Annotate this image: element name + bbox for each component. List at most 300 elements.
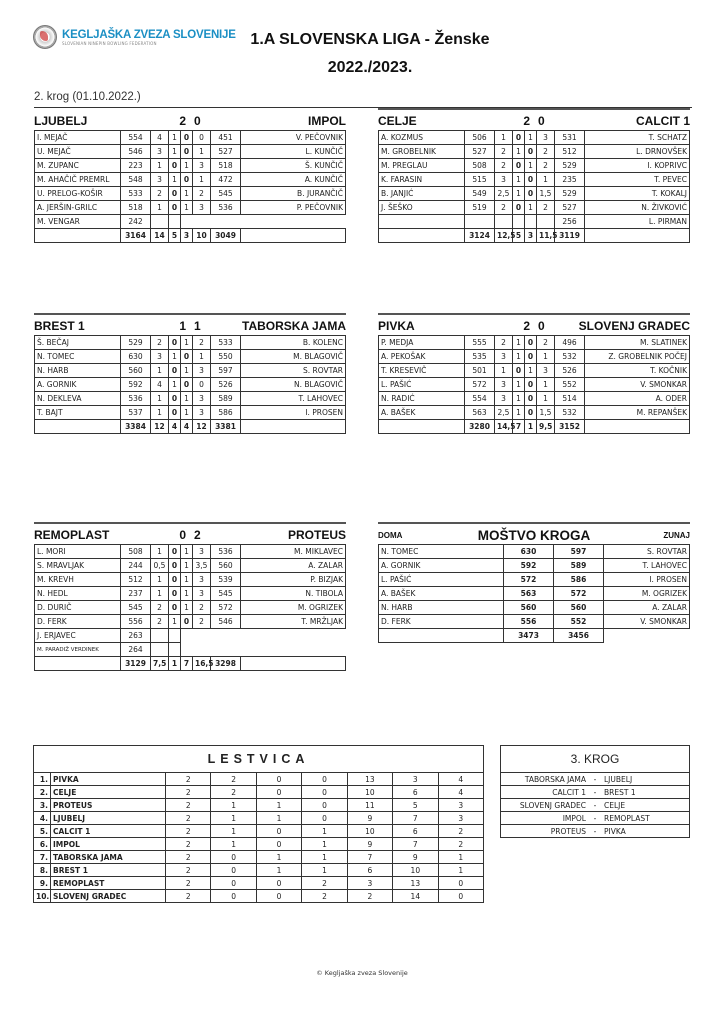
fixture-home: CALCIT 1 [552,787,586,797]
home-set-points: 1 [151,201,169,215]
empty-cell [151,629,169,643]
empty-cell [537,215,555,229]
away-pins: 589 [211,392,241,406]
player-row [35,406,346,420]
total-row [379,229,690,243]
total-row [35,657,346,671]
match-card [378,108,690,243]
home-pins: 508 [465,159,495,173]
org-subtitle: SLOVENIAN NINEPIN BOWLING FEDERATION [62,40,157,46]
away-pins: 529 [555,159,585,173]
wins: 2 [211,786,256,799]
home-player: A. BAŠEK [379,587,504,601]
player-row [379,350,690,364]
home-pins: 244 [121,559,151,573]
away-set-points: 3 [193,587,211,601]
home-player: A. JERŠIN-GRILC [35,201,121,215]
away-pins: 451 [211,131,241,145]
home-set-points: 1 [495,364,513,378]
away-point: 1 [525,159,537,173]
home-set-points: 3 [495,350,513,364]
fixture-away: REMOPLAST [604,813,650,823]
home-total-pins: 3384 [121,420,151,434]
home-total-set-points: 7,5 [151,657,169,671]
home-point: 1 [513,187,525,201]
away-set-points: 2 [537,159,555,173]
home-pins: 554 [465,392,495,406]
away-set-points: 1,5 [537,187,555,201]
losses: 0 [302,773,347,786]
home-total-pins: 3473 [504,629,554,643]
losses: 1 [302,851,347,864]
total-row [379,629,690,643]
home-pins: 560 [504,601,554,615]
team-name: PIVKA [51,773,166,786]
empty-cell [193,643,211,657]
away-player: T. SCHATZ [585,131,690,145]
away-player: M. OGRIZEK [241,601,346,615]
fixture-home: IMPOL [562,813,586,823]
played: 2 [166,812,211,825]
home-set-points: 2,5 [495,406,513,420]
away-pins: 560 [211,559,241,573]
fixture-away: LJUBELJ [604,774,633,784]
player-row [35,159,346,173]
away-pins: 597 [554,545,604,559]
home-point: 0 [169,159,181,173]
home-player: N. HARB [35,364,121,378]
away-player: M. SLATINEK [585,336,690,350]
empty-cell [181,643,193,657]
home-set-points: 2 [151,615,169,629]
match-header [34,113,346,129]
home-player: M. ZUPANC [35,159,121,173]
away-substitute-pins: 256 [555,215,585,229]
home-pins: 537 [121,406,151,420]
away-point: 0 [181,615,193,629]
player-row [35,559,346,573]
home-player: N. RADIĆ [379,392,465,406]
draws: 0 [256,786,301,799]
away-point: 0 [525,187,537,201]
away-point: 1 [181,187,193,201]
away-pins: 496 [555,336,585,350]
team-of-round-table [378,544,690,643]
home-player: D. FERK [379,615,504,629]
home-pins: 501 [465,364,495,378]
home-set-points: 1 [151,545,169,559]
position: 1. [34,773,51,786]
fixture [501,825,690,838]
losses: 0 [302,799,347,812]
away-total-pins: 3298 [211,657,241,671]
away-point: 0 [525,145,537,159]
player-row [379,406,690,420]
player-row [35,392,346,406]
home-player: U. PRELOG-KOŠIR [35,187,121,201]
match-header [34,527,346,543]
empty-cell [211,643,241,657]
home-set-points: 3 [151,173,169,187]
home-substitute-pins: 263 [121,629,151,643]
player-row [35,601,346,615]
league-points: 2 [438,825,483,838]
player-row [35,145,346,159]
points-for: 6 [347,864,392,877]
away-point: 1 [181,392,193,406]
standings-row [34,786,484,799]
team-name: LJUBELJ [51,812,166,825]
away-total-points: 4 [181,420,193,434]
away-player: N. BLAGOVIČ [241,378,346,392]
standings-row [34,890,484,903]
match-card [378,313,690,434]
team-of-round-row [379,545,690,559]
wins: 0 [211,877,256,890]
home-set-points: 2 [151,336,169,350]
fixture-line [501,813,689,824]
away-point: 0 [181,350,193,364]
away-set-points: 3 [537,364,555,378]
player-row [379,187,690,201]
away-pins: 552 [554,615,604,629]
played: 2 [166,890,211,903]
away-total-pins: 3381 [211,420,241,434]
team-of-round-row [379,573,690,587]
home-point: 0 [169,587,181,601]
away-pins: 527 [555,201,585,215]
home-pins: 630 [504,545,554,559]
home-set-points: 0,5 [151,559,169,573]
home-pins: 515 [465,173,495,187]
away-set-points: 1 [537,378,555,392]
wins: 0 [211,851,256,864]
home-pins: 549 [465,187,495,201]
league-points: 3 [438,812,483,825]
standings [33,745,484,903]
away-player: A. KUNČIČ [241,173,346,187]
position: 6. [34,838,51,851]
away-player: M. BLAGOVIČ [241,350,346,364]
home-point: 0 [169,406,181,420]
home-substitute-pins: 242 [121,215,151,229]
home-set-points: 3 [151,350,169,364]
home-point: 0 [169,364,181,378]
played: 2 [166,773,211,786]
empty-cell [169,215,181,229]
draws: 1 [256,812,301,825]
empty-cell [35,657,121,671]
away-point: 1 [181,601,193,615]
away-team-name: TABORSKA JAMA [242,319,346,333]
team-name: BREST 1 [51,864,166,877]
season-title: 2022./2023. [327,59,413,76]
home-point: 0 [169,559,181,573]
fixture-row [501,799,690,812]
footer-copyright: © Kegljaška zveza Slovenije [316,969,408,977]
substitute-row [35,643,346,657]
away-set-points: 2 [193,615,211,629]
away-player: P. BIZJAK [241,573,346,587]
away-pins: 546 [211,615,241,629]
home-pins: 563 [465,406,495,420]
fixture-separator: - [593,813,597,823]
home-player: S. MRAVLJAK [35,559,121,573]
player-row [35,545,346,559]
away-player: I. KOPRIVC [585,159,690,173]
points-for: 2 [347,890,392,903]
empty-cell [211,629,241,643]
away-player: T. LAHOVEC [604,559,690,573]
home-player: N. DEKLEVA [35,392,121,406]
empty-cell [211,215,241,229]
home-point: 0 [513,364,525,378]
home-set-points: 2 [495,159,513,173]
team-of-round-row [379,559,690,573]
points-against: 3 [393,773,438,786]
away-set-points: 3 [193,392,211,406]
player-row [35,587,346,601]
divider [34,522,346,524]
home-point: 1 [513,336,525,350]
home-player: A. PEKOŠAK [379,350,465,364]
home-player: L. MORI [35,545,121,559]
empty-cell [465,215,495,229]
away-pins: 472 [211,173,241,187]
away-pins: 533 [211,336,241,350]
home-pins: 556 [504,615,554,629]
scorecard-table [34,335,346,434]
wins: 0 [211,890,256,903]
next-round-table [500,745,690,838]
team-name: PROTEUS [51,799,166,812]
league-points: 0 [438,890,483,903]
away-set-points: 1 [193,173,211,187]
fixture-line [501,800,689,811]
player-row [35,201,346,215]
fixture-separator: - [593,774,597,784]
home-player: J. ŠEŠKO [379,201,465,215]
away-player: V. SMONKAR [604,615,690,629]
home-pins: 546 [121,145,151,159]
away-set-points: 2 [193,187,211,201]
substitute-row [35,215,346,229]
home-team-name: LJUBELJ [34,114,88,128]
home-point: 1 [169,615,181,629]
home-point: 1 [513,173,525,187]
points-for: 10 [347,786,392,799]
points-for: 9 [347,838,392,851]
home-player: A. GORNIK [379,559,504,573]
fixture-home: SLOVENJ GRADEC [519,800,586,810]
home-point: 0 [169,573,181,587]
draws: 0 [256,825,301,838]
away-score: 0 [194,114,201,128]
home-point: 0 [513,131,525,145]
away-pins: 597 [211,364,241,378]
losses: 1 [302,825,347,838]
empty-cell [379,229,465,243]
next-round-title: 3. KROG [501,746,690,773]
home-player: N. HEDL [35,587,121,601]
losses: 2 [302,877,347,890]
away-pins: 514 [555,392,585,406]
away-total-points: 3 [181,229,193,243]
home-total-set-points: 14 [151,229,169,243]
away-point: 1 [181,545,193,559]
wins: 1 [211,812,256,825]
team-of-round-title: MOŠTVO KROGA [477,527,591,543]
fixture-row [501,812,690,825]
standings-row [34,877,484,890]
empty-cell [525,215,537,229]
league-points: 2 [438,838,483,851]
team-name: REMOPLAST [51,877,166,890]
home-set-points: 2 [151,187,169,201]
match-card [34,108,346,243]
away-score: 2 [194,528,201,542]
away-team-name: IMPOL [308,114,346,128]
away-total-pins: 3119 [555,229,585,243]
match-header [34,318,346,334]
away-player: N. TIBOLA [241,587,346,601]
player-row [379,173,690,187]
home-player: M. AHAČIČ PREMRL [35,173,121,187]
home-player: D. DURIČ [35,601,121,615]
home-player: D. FERK [35,615,121,629]
team-of-round-row [379,587,690,601]
draws: 0 [256,838,301,851]
home-player: M. KREVH [35,573,121,587]
home-point: 1 [513,350,525,364]
away-player: V. PEČOVNIK [241,131,346,145]
league-points: 1 [438,864,483,877]
home-pins: 548 [121,173,151,187]
home-set-points: 2 [495,145,513,159]
standings-row [34,825,484,838]
match-card [34,522,346,671]
player-row [379,336,690,350]
away-point: 0 [181,131,193,145]
points-for: 13 [347,773,392,786]
away-set-points: 1 [537,350,555,364]
home-pins: 563 [504,587,554,601]
away-player: A. ZALAR [604,601,690,615]
home-pins: 527 [465,145,495,159]
empty-cell [151,643,169,657]
home-set-points: 3 [151,145,169,159]
empty-cell [513,215,525,229]
losses: 1 [302,864,347,877]
home-point: 0 [169,545,181,559]
empty-cell [35,229,121,243]
fixture [501,812,690,825]
away-total-set-points: 9,5 [537,420,555,434]
points-against: 9 [393,851,438,864]
player-row [35,378,346,392]
team-of-round-row [379,601,690,615]
empty-cell [181,629,193,643]
match-header [378,318,690,334]
away-pins: 529 [555,187,585,201]
away-substitute: L. PIRMAN [585,215,690,229]
player-row [35,573,346,587]
home-set-points: 2 [151,601,169,615]
home-point: 1 [513,392,525,406]
match-card [34,313,346,434]
fixture-away: PIVKA [604,826,626,836]
page-title: 1.A SLOVENSKA LIGA - Ženske [250,31,490,48]
away-pins: 539 [211,573,241,587]
home-point: 1 [169,173,181,187]
away-set-points: 2 [537,145,555,159]
empty-cell [193,215,211,229]
home-set-points: 3 [495,392,513,406]
league-points: 4 [438,773,483,786]
standings-row [34,773,484,786]
played: 2 [166,864,211,877]
away-pins: 235 [555,173,585,187]
away-pins: 512 [555,145,585,159]
away-point: 0 [525,392,537,406]
played: 2 [166,786,211,799]
home-player: A. KOZMUS [379,131,465,145]
away-total-set-points: 11,5 [537,229,555,243]
home-set-points: 4 [151,131,169,145]
away-point: 0 [525,378,537,392]
away-set-points: 3 [537,131,555,145]
home-total-points: 7 [513,420,525,434]
home-player: I. MEJAČ [35,131,121,145]
standings-row [34,851,484,864]
home-point: 1 [169,145,181,159]
home-point: 0 [169,601,181,615]
draws: 0 [256,877,301,890]
home-pins: 592 [121,378,151,392]
away-point: 0 [525,406,537,420]
federation-emblem-icon [33,25,57,49]
empty-cell [241,229,346,243]
home-point: 1 [513,145,525,159]
empty-cell [35,420,121,434]
home-label: DOMA [378,530,403,540]
empty-cell [151,215,169,229]
player-row [35,336,346,350]
player-row [379,378,690,392]
home-set-points: 2,5 [495,187,513,201]
away-set-points: 1,5 [537,406,555,420]
away-total-set-points: 12 [193,420,211,434]
home-player: K. FARASIN [379,173,465,187]
away-set-points: 3 [193,364,211,378]
played: 2 [166,851,211,864]
away-total-set-points: 10 [193,229,211,243]
divider [378,313,690,315]
player-row [35,615,346,629]
home-player: M. GROBELNIK [379,145,465,159]
away-pins: 545 [211,587,241,601]
away-pins: 536 [211,201,241,215]
home-pins: 545 [121,601,151,615]
away-pins: 518 [211,159,241,173]
home-point: 0 [513,159,525,173]
home-point: 0 [169,392,181,406]
position: 7. [34,851,51,864]
home-point: 0 [169,201,181,215]
fixture-separator: - [593,787,597,797]
home-point: 0 [513,201,525,215]
away-pins: 526 [555,364,585,378]
